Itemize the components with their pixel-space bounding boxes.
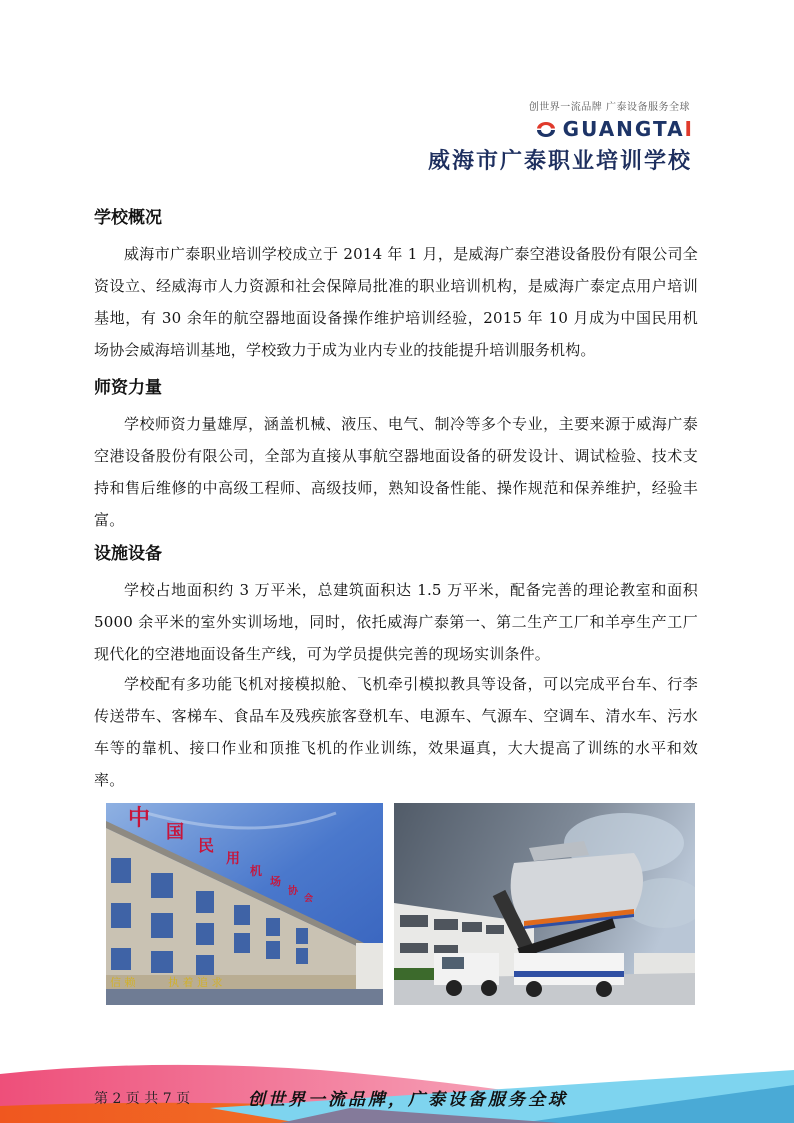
svg-text:民: 民	[198, 836, 215, 855]
school-name: 威海市广泰职业培训学校	[427, 149, 692, 174]
guangtai-logo-icon	[535, 120, 557, 138]
section-facilities	[94, 540, 698, 670]
section-faculty	[94, 374, 698, 536]
section-overview	[94, 204, 698, 366]
page-number: 第 2 页 共 7 页	[94, 1091, 191, 1107]
svg-text:信 赖: 信 赖	[110, 976, 136, 989]
svg-text:协: 协	[288, 886, 298, 897]
svg-text:用: 用	[226, 851, 240, 867]
building-illustration	[106, 803, 383, 1005]
section-title: 设施设备	[94, 544, 162, 564]
vehicles-illustration	[394, 803, 695, 1005]
footer-slogan: 创世界一流品牌，广泰设备服务全球	[248, 1090, 568, 1110]
section-paragraph: 学校占地面积约 3 万平米，总建筑面积达 1.5 万平米，配备完善的理论教室和面积 5000 余平米的室外实训场地，同时，依托威海广泰第一、第二生产工厂和羊亭生产工厂现代化的空港地面设备生产线，可为学员提供完善的现场实训条件。	[94, 581, 698, 663]
section-paragraph: 学校配有多功能飞机对接模拟舱、飞机牵引模拟教具等设备，可以完成平台车、行李传送带车、客梯车、食品车及残疾旅客登机车、电源车、气源车、空调车、清水车、污水车等的靠机、接口作业和顶推飞机的作业训练，效果逼真，大大提高了训练的水平和效率。	[94, 675, 698, 789]
brand-wordmark	[563, 117, 694, 141]
photo-training-building	[106, 803, 383, 1005]
svg-text:执 着 追 求: 执 着 追 求	[168, 976, 223, 989]
section-facilities-continued	[94, 668, 698, 796]
brand-main: GUANGTA	[562, 117, 685, 141]
section-title: 学校概况	[94, 208, 162, 228]
photo-aircraft-simulator	[394, 803, 695, 1005]
section-paragraph: 学校师资力量雄厚，涵盖机械、液压、电气、制冷等多个专业，主要来源于威海广泰空港设备股份有限公司，全部为直接从事航空器地面设备的研发设计、调试检验、技术支持和售后维修的中高级工程师、高级技师，熟知设备性能、操作规范和保养维护，经验丰富。	[94, 415, 698, 529]
svg-text:中: 中	[128, 806, 151, 831]
svg-text:机: 机	[250, 864, 263, 878]
section-title: 师资力量	[94, 378, 162, 398]
svg-text:会: 会	[304, 894, 314, 904]
header-slogan: 创世界一流品牌 广泰设备服务全球	[528, 102, 690, 113]
brand-accent: I	[684, 117, 694, 141]
page-header	[382, 92, 702, 178]
svg-text:国: 国	[166, 822, 184, 843]
footer-decoration	[0, 1040, 794, 1123]
brand-logo	[535, 118, 694, 140]
svg-text:场: 场	[270, 875, 281, 888]
section-paragraph: 威海市广泰职业培训学校成立于 2014 年 1 月，是威海广泰空港设备股份有限公司全资设立、经威海市人力资源和社会保障局批准的职业培训机构，是威海广泰定点用户培训基地，有 30 余年的航空器地面设备操作维护培训经验，2015 年 10 月成为中国民用机场协会威海培训基地，学校致力于成为业内专业的技能提升培训服务机构。	[94, 245, 698, 359]
